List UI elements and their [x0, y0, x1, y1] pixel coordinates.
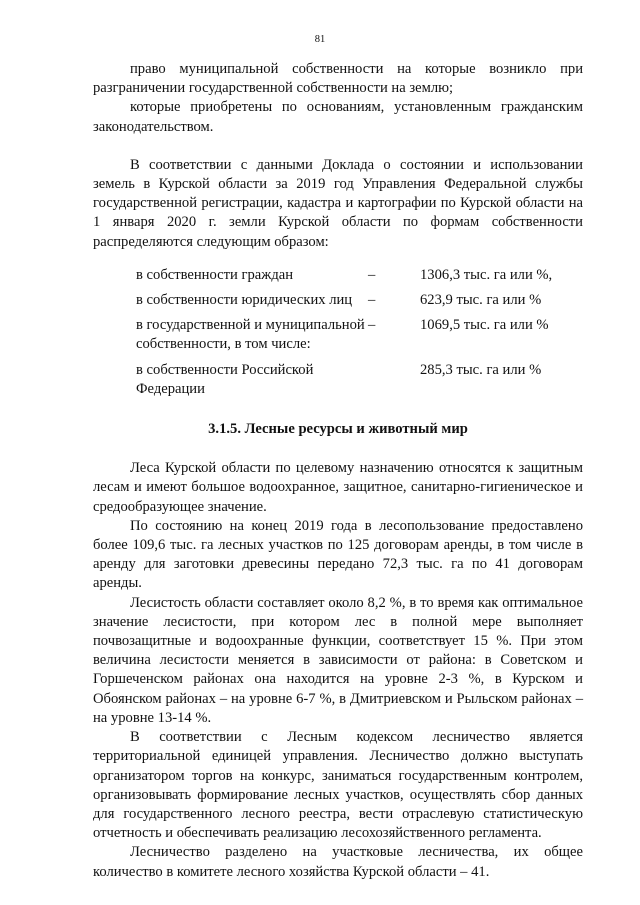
- ownership-dash: [368, 361, 420, 399]
- forest-paragraph-4: В соответствии с Лесным кодексом лесничество является территориальной единицей управления. Лесничество должно выступать организатором торгов на конкурс, заниматься государственным контролем, организовывать формирование лесных участков, осуществлять сбор данных для государственного лесного реестра, вести отраслевую статистическую отчетность и обеспечивать реализацию лесохозяйственного регламента.: [93, 729, 583, 842]
- ownership-row: [136, 266, 576, 285]
- ownership-value: 1069,5 тыс. га или %: [420, 317, 549, 334]
- ownership-value: 623,9 тыс. га или %: [420, 292, 542, 309]
- forest-paragraph-3: Лесистость области составляет около 8,2 %, в то время как оптимальное значение лесистости, при котором лес в полной мере выполняет почвозащитные и водоохранные функции, соответствует 15 %. При этом величина лесистости меняется в зависимости от района: в Советском и Горшеченском районах она находится на уровне 2-3 %, в Курском и Обоянском районах – на уровне 6-7 %, в Дмитриевском и Рыльском районах – на уровне 13-14 %.: [93, 594, 583, 726]
- ownership-value: 1306,3 тыс. га или %,: [420, 266, 553, 283]
- ownership-value: 285,3 тыс. га или %: [420, 361, 542, 378]
- ownership-dash: –: [368, 292, 376, 309]
- ownership-dash: –: [368, 266, 376, 283]
- ownership-dash: –: [368, 317, 376, 334]
- section-heading: 3.1.5. Лесные ресурсы и животный мир: [208, 421, 468, 438]
- ownership-row: [136, 291, 576, 310]
- page-number: 81: [314, 34, 326, 45]
- ownership-label: в собственности юридических лиц: [136, 292, 353, 309]
- ownership-row: [136, 361, 576, 399]
- ownership-label: в собственности граждан: [136, 266, 294, 283]
- intro-paragraph-2: которые приобретены по основаниям, установленным гражданским законодательством.: [93, 99, 583, 135]
- intro-paragraph-1: право муниципальной собственности на которые возникло при разграничении государственной собственности на землю;: [93, 61, 583, 97]
- forest-paragraph-2: По состоянию на конец 2019 года в лесопользование предоставлено более 109,6 тыс. га лесных участков по 125 договорам аренды, в том числе в аренду для заготовки древесины передано 72,3 тыс. га по 41 договорам аренды.: [93, 517, 583, 592]
- forest-paragraph-1: Леса Курской области по целевому назначению относятся к защитным лесам и имеют большое водоохранное, защитное, санитарно-гигиеническое и средообразующее значение.: [93, 460, 583, 515]
- report-paragraph: В соответствии с данными Доклада о состоянии и использовании земель в Курской области за 2019 год Управления Федеральной службы государственной регистрации, кадастра и картографии по Курской области на 1 января 2020 г. земли Курской области по формам собственности распределяются следующим образом:: [93, 156, 583, 250]
- ownership-row: [136, 316, 576, 354]
- forest-paragraph-5: Лесничество разделено на участковые лесничества, их общее количество в комитете лесного хозяйства Курской области – 41.: [93, 844, 583, 880]
- ownership-label: в государственной и муниципальной собственности, в том числе:: [136, 317, 365, 353]
- ownership-label: в собственности Российской Федерации: [136, 361, 314, 397]
- page-body: [93, 60, 583, 882]
- ownership-table: [136, 266, 576, 399]
- spacer: [93, 137, 583, 156]
